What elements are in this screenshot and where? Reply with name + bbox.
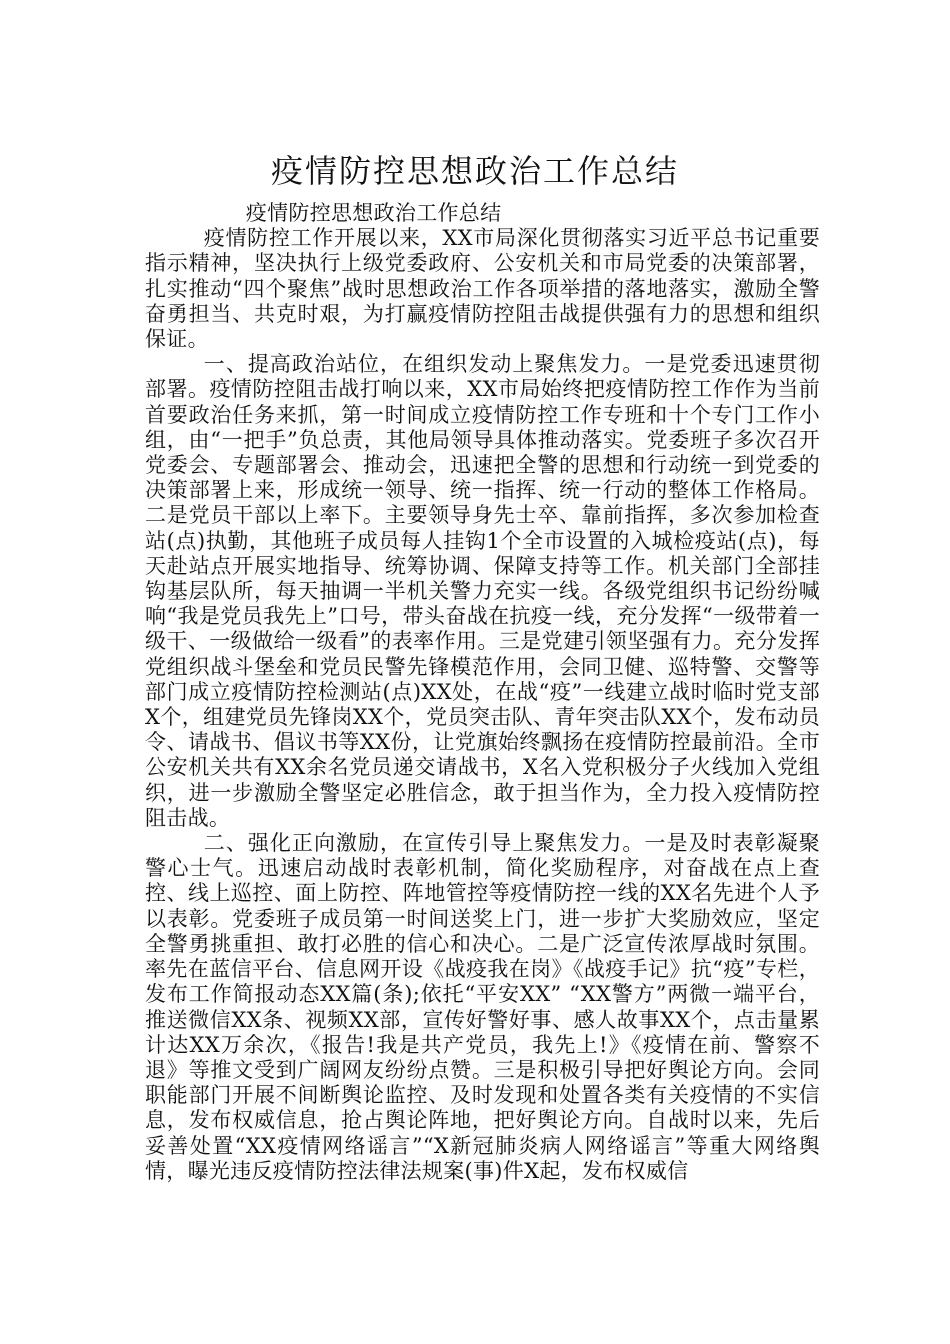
intro-paragraph: 疫情防控工作开展以来，XX市局深化贯彻落实习近平总书记重要指示精神，坚决执行上级党委政府、公安机关和市局党委的决策部署，扎实推动“四个聚焦”战时思想政治工作各项举措的落地落实，激励全警奋勇担当、共克时艰，为打赢疫情防控阻击战提供强有力的思想和组织保证。	[145, 226, 820, 352]
document-subtitle: 疫情防控思想政治工作总结	[245, 201, 502, 225]
section-two-paragraph: 二、强化正向激励，在宣传引导上聚焦发力。一是及时表彰凝聚警心士气。迅速启动战时表彰机制，简化奖励程序，对奋战在点上查控、线上巡控、面上防控、阵地管控等疫情防控一线的XX名先进个人予以表彰。党委班子成员第一时间送奖上门，进一步扩大奖励效应，坚定全警勇挑重担、敢打必胜的信心和决心。二是广泛宣传浓厚战时氛围。率先在蓝信平台、信息网开设《战疫我在岗》《战疫手记》抗“疫”专栏，发布工作简报动态XX篇(条);依托“平安XX” “XX警方”两微一端平台，推送微信XX条、视频XX部，宣传好警好事、感人故事XX个，点击量累计达XX万余次，《报告!我是共产党员，我先上!》《疫情在前、警察不退》等推文受到广阔网友纷纷点赞。三是积极引导把好舆论方向。会同职能部门开展不间断舆论监控、及时发现和处置各类有关疫情的不实信息，发布权威信息，抢占舆论阵地，把好舆论方向。自战时以来，先后妥善处置“XX疫情网络谣言”“X新冠肺炎病人网络谣言”等重大网络舆情，曝光违反疫情防控法律法规案(事)件X起，发布权威信	[145, 831, 820, 1183]
document-body	[145, 201, 820, 1184]
section-one-paragraph: 一、提高政治站位，在组织发动上聚焦发力。一是党委迅速贯彻部署。疫情防控阻击战打响以来，XX市局始终把疫情防控工作作为当前首要政治任务来抓，第一时间成立疫情防控工作专班和十个专门工作小组，由“一把手”负总责，其他局领导具体推动落实。党委班子多次召开党委会、专题部署会、推动会，迅速把全警的思想和行动统一到党委的决策部署上来，形成统一领导、统一指挥、统一行动的整体工作格局。二是党员干部以上率下。主要领导身先士卒、靠前指挥，多次参加检查站(点)执勤，其他班子成员每人挂钩1个全市设置的入城检疫站(点)，每天赴站点开展实地指导、统筹协调、保障支持等工作。机关部门全部挂钩基层队所，每天抽调一半机关警力充实一线。各级党组织书记纷纷喊响“我是党员我先上”口号，带头奋战在抗疫一线，充分发挥“一级带着一级干、一级做给一级看”的表率作用。三是党建引领坚强有力。充分发挥党组织战斗堡垒和党员民警先锋模范作用，会同卫健、巡特警、交警等部门成立疫情防控检测站(点)XX处，在战“疫”一线建立战时临时党支部X个，组建党员先锋岗XX个，党员突击队、青年突击队XX个，发布动员令、请战书、倡议书等XX份，让党旗始终飘扬在疫情防控最前沿。全市公安机关共有XX余名党员递交请战书，X名入党积极分子火线加入党组织，进一步激励全警坚定必胜信念，敢于担当作为，全力投入疫情防控阻击战。	[145, 352, 820, 830]
document-title: 疫情防控思想政治工作总结	[270, 152, 679, 191]
